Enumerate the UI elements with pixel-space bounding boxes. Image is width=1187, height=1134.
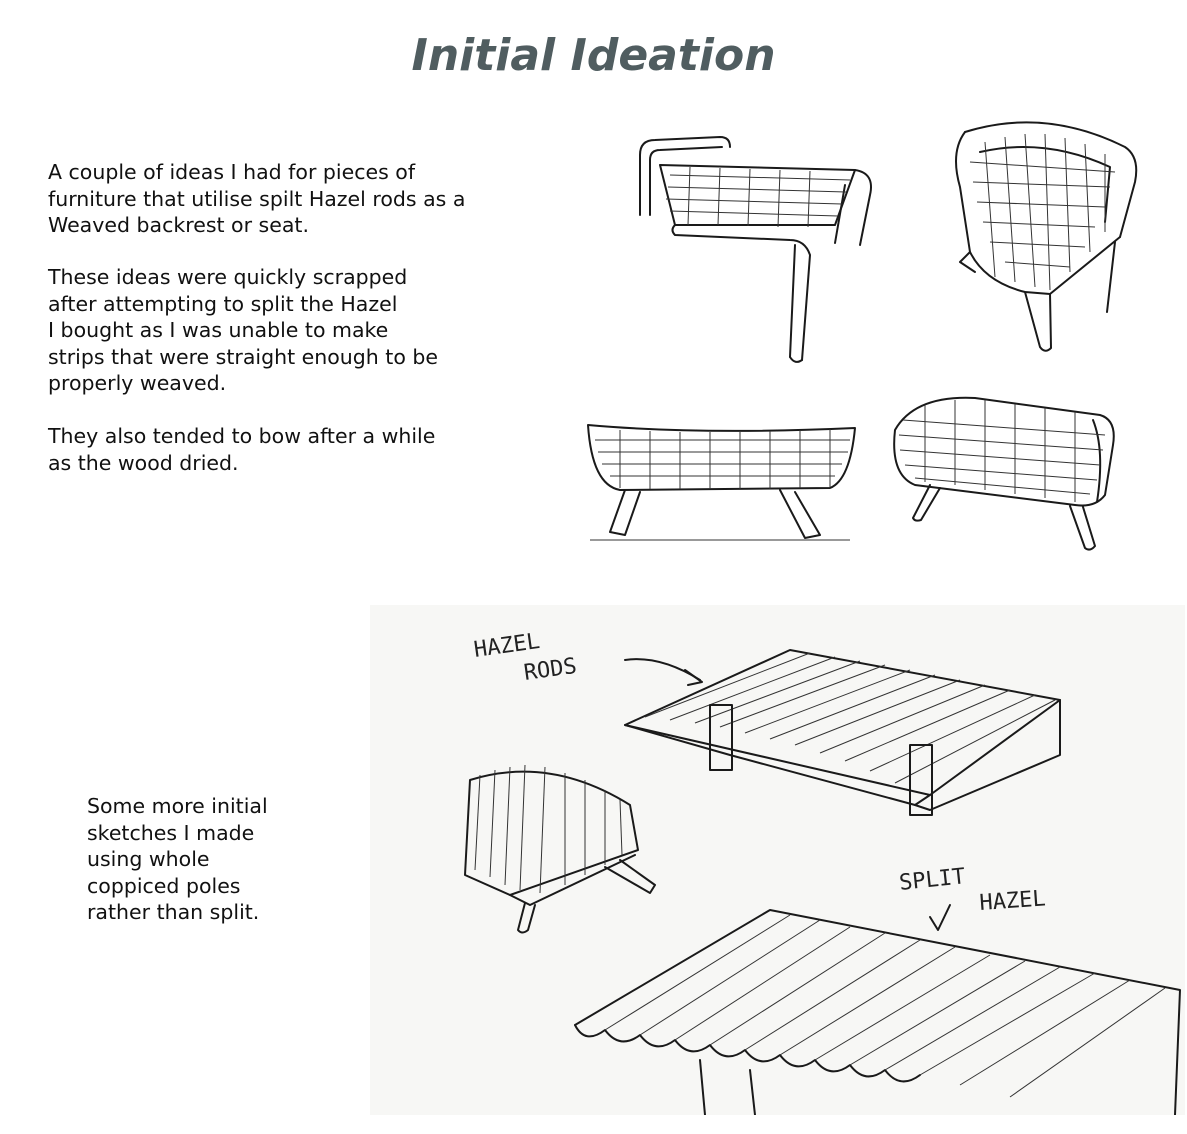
- hazel-rods-label-2: RODS: [522, 653, 579, 686]
- bowing-paragraph: They also tended to bow after a while as the wood dried.: [48, 424, 436, 475]
- woven-bench-sketch: [630, 125, 880, 365]
- hazel-rods-label-1: HAZEL: [472, 628, 542, 663]
- page-title: Initial Ideation: [411, 30, 776, 81]
- split-hazel-label-1: SPLIT: [898, 864, 967, 896]
- woven-sofa-perspective-sketch: [885, 390, 1130, 555]
- intro-paragraph: A couple of ideas I had for pieces of furniture that utilise spilt Hazel rods as a Weaved backrest or seat.: [48, 160, 466, 237]
- hazel-rods-sketch: [370, 605, 1185, 1115]
- whole-poles-paragraph: Some more initial sketches I made using whole coppiced poles rather than split.: [87, 794, 268, 924]
- split-hazel-label-2: HAZEL: [978, 886, 1047, 916]
- woven-armchair-sketch: [945, 112, 1145, 362]
- scrapped-paragraph: These ideas were quickly scrapped after attempting to split the Hazel I bought as I was unable to make strips that were straight enough to be properly weaved.: [48, 265, 439, 395]
- woven-sofa-sketch: [580, 410, 870, 550]
